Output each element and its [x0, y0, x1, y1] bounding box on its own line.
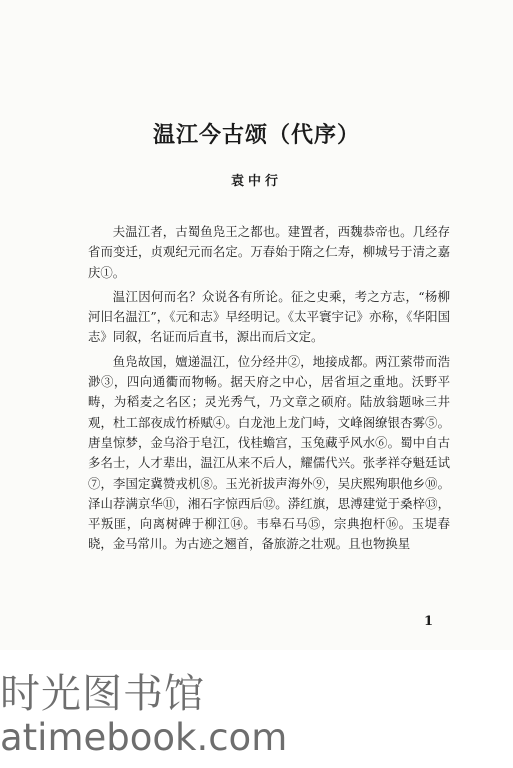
watermark-name: 时光图书馆	[0, 671, 205, 717]
paragraph: 鱼凫故国，嬗递温江，位分经井②，地接成都。两江萦带而浩渺③，四向通衢而物畅。据天府之中心，居省垣之重地。沃野平畴，为稻麦之名区；灵光秀气，乃文章之硕府。陆放翁题咏三井观，杜工部夜成竹桥赋④。白龙池上龙门峙，文峰阁缭银杏雾⑤。唐皇惊梦，金乌浴于皂江，伐桂蟾宫，玉兔藏乎风水⑥。蜀中自古多名士，人才辈出，温江从来不后人，耀儒代兴。张孝祥夺魁廷试⑦，李国定冀赞戎机⑧。玉光祈拔声海外⑨，吴庆熙殉职他乡⑩。泽山荐满京华⑪，湘石字惊西后⑫。漭红旗，思溥建觉于桑梓⑬，平叛匪，向离树碑于柳江⑭。韦皋石马⑮，宗典抱杆⑯。玉堤春晓，金马常川。为古迹之翘首，备旅游之壮观。且也物换星	[88, 353, 450, 552]
paragraph: 温江因何而名？众说各有所论。征之史乘，考之方志，“杨柳河旧名温江”，《元和志》早经明记。《太平寰宇记》亦称，《华阳国志》同叙，名证而后直书，源出而后文定。	[88, 288, 450, 345]
paragraph: 夫温江者，古蜀鱼凫王之都也。建置者，西魏恭帝也。几经存省而变迁，贞观纪元而名定。万春始于隋之仁寿，柳城号于清之嘉庆①。	[88, 224, 450, 280]
page-number: 1	[424, 614, 434, 629]
author-name: 袁中行	[230, 174, 282, 189]
body-text	[88, 222, 450, 559]
page-title: 温江今古颂（代序）	[152, 122, 360, 148]
watermark-site: atimebook.com	[0, 716, 288, 759]
